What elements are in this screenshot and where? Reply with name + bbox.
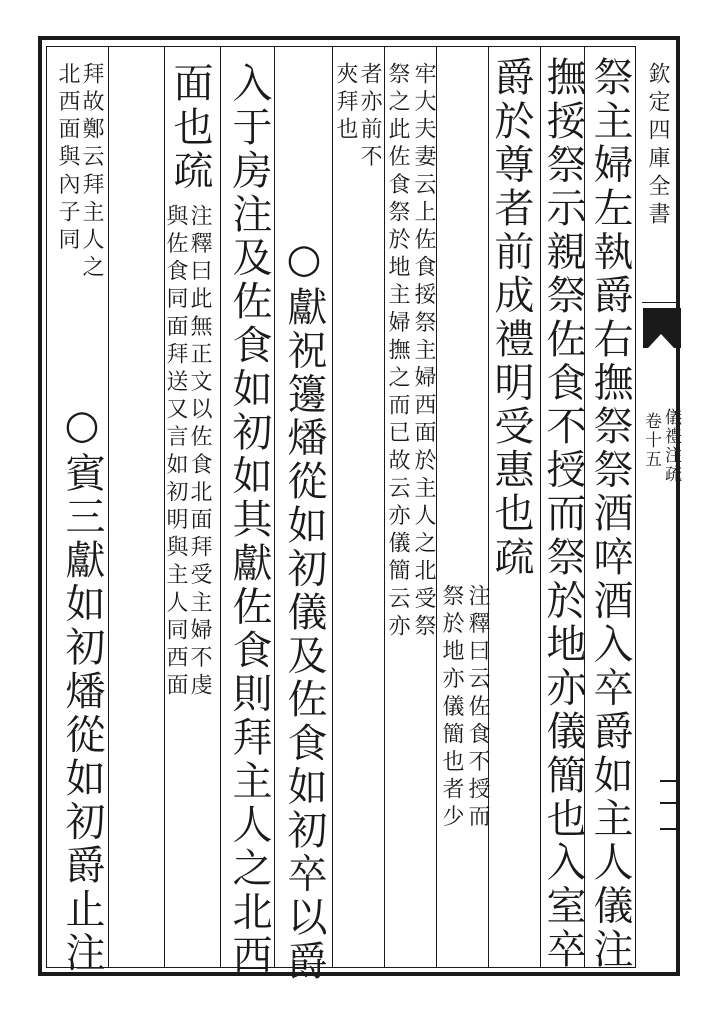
column-rule: [436, 46, 437, 968]
column-rule: [220, 46, 221, 968]
text-column-1: 祭主婦左執爵右撫祭祭酒啐酒入卒爵如主人儀注: [587, 56, 633, 972]
text-column-7: [167, 62, 213, 193]
volume-label: 卷十五: [641, 412, 661, 469]
main-text: 面也: [167, 62, 213, 150]
column-rule: [332, 46, 333, 968]
text-column-2: 撫挼祭示親祭佐食不授而祭於地亦儀簡也入室卒: [540, 56, 586, 972]
main-text: 爵於尊者前成禮明受惠也: [488, 56, 534, 536]
commentary-left: 祭之此佐食祭於地主婦撫之而已故云亦儀簡云亦: [385, 62, 410, 642]
text-column-8: [59, 402, 105, 975]
commentary-left: 與佐食同面拜送又言如初明與主人同西面: [163, 204, 188, 701]
commentary-left: 夾拜也: [333, 62, 358, 145]
commentary-right: 注釋曰此無正文以佐食北面拜受主婦不虔: [187, 204, 212, 701]
commentary-marker: 疏: [167, 149, 213, 193]
commentary-left: 北西面與內子同: [55, 62, 80, 256]
text-column-3: [488, 56, 534, 580]
folio-mark: [660, 780, 680, 830]
circle-marker: ○: [281, 236, 327, 286]
commentary-marker: 疏: [488, 535, 534, 580]
column-rule: [108, 46, 109, 968]
column-rule: [274, 46, 275, 968]
folio-mark-line: [660, 802, 680, 804]
circle-marker: ○: [59, 402, 105, 452]
commentary-right: 注釋曰云佐食不授而: [465, 584, 490, 833]
margin-divider: [642, 302, 680, 303]
text-column-5: [281, 236, 327, 984]
commentary-left: 祭於地亦儀簡也者少: [439, 584, 464, 833]
main-text: 賓三獻如初燔從如初爵止注: [59, 451, 105, 975]
book-title: 儀禮注疏: [661, 408, 681, 484]
text-column-6: 入于房注及佐食如初如其獻佐食則拜主人之北西: [226, 62, 272, 978]
commentary-right: 者亦前不: [357, 62, 382, 173]
commentary-right: 拜故鄭云拜主人之: [79, 62, 104, 283]
commentary-right: 牢大夫妻云上佐食挼祭主婦西面於主人之北受祭: [411, 62, 436, 642]
main-text: 獻祝籩燔從如初儀及佐食如初卒以爵: [281, 285, 327, 984]
collection-title: 欽定四庫全書: [645, 62, 670, 230]
